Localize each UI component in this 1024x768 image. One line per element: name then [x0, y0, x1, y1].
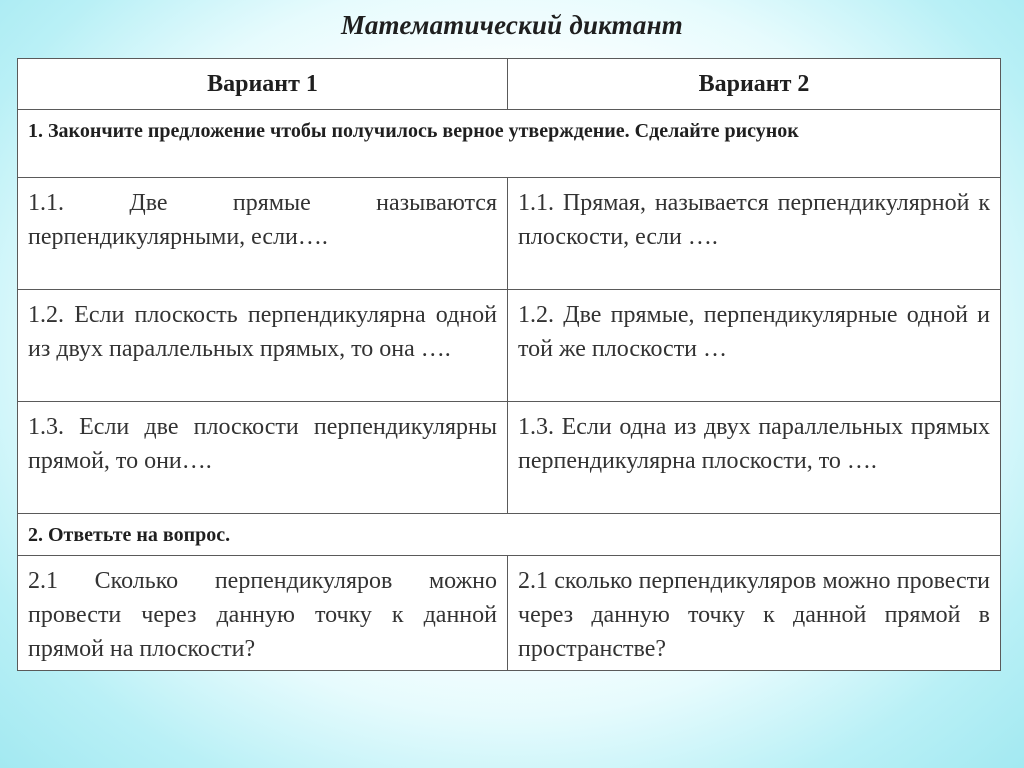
question-2-1-variant-2: 2.1 сколько перпендикуляров можно провести через данную точку к данной прямой в пространстве?	[508, 556, 1001, 671]
section-2-row	[18, 514, 1001, 556]
table-row	[18, 290, 1001, 402]
section-2-title: 2. Ответьте на вопрос.	[18, 514, 1001, 556]
table-row	[18, 556, 1001, 671]
page-title: Математический диктант	[341, 10, 683, 40]
question-2-1-variant-1: 2.1 Сколько перпендикуляров можно провести через данную точку к данной прямой на плоскости?	[18, 556, 508, 671]
question-1-3-variant-1: 1.3. Если две плоскости перпендикулярны прямой, то они….	[18, 402, 508, 514]
table-row	[18, 178, 1001, 290]
header-variant-2: Вариант 2	[508, 59, 1001, 110]
table-row	[18, 402, 1001, 514]
question-1-1-variant-1: 1.1. Две прямые называются перпендикулярными, если….	[18, 178, 508, 290]
table-header-row	[18, 59, 1001, 110]
question-1-1-variant-2: 1.1. Прямая, называется перпендикулярной к плоскости, если ….	[508, 178, 1001, 290]
section-1-row	[18, 110, 1001, 178]
question-1-2-variant-2: 1.2. Две прямые, перпендикулярные одной и той же плоскости …	[508, 290, 1001, 402]
section-1-title: 1. Закончите предложение чтобы получилось верное утверждение. Сделайте рисунок	[18, 110, 1001, 178]
question-1-3-variant-2: 1.3. Если одна из двух параллельных прямых перпендикулярна плоскости, то ….	[508, 402, 1001, 514]
dictation-table	[17, 58, 1001, 671]
header-variant-1: Вариант 1	[18, 59, 508, 110]
question-1-2-variant-1: 1.2. Если плоскость перпендикулярна одной из двух параллельных прямых, то она ….	[18, 290, 508, 402]
